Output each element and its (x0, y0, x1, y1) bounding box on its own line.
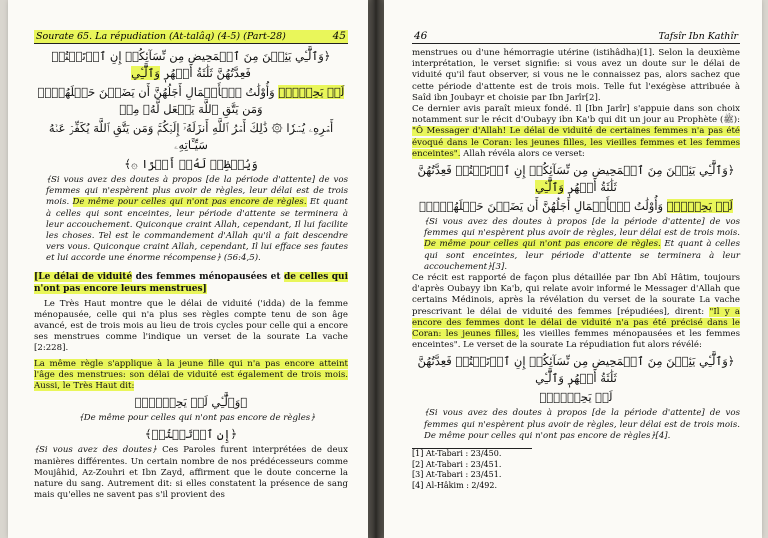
verse-translation: ﴾Si vous avez des doutes à propos [de la période d'attente] de vos femmes qui n'espèrent plus avoir de règles, leur délai est de trois mois. De même pour celles qui n'ont pas encore de règles. Et quant à celles qui sont enceintes, leur période d'attente se terminera à leur accouchement. Quiconque craint Allah, cependant, Il lui facilite les choses. Tel est le commandement d'Allah qu'il a fait descendre vers vous. Quiconque craint Allah, cependant, Il lui efface ses fautes et lui accorde une énorme récompense﴿ (56:4,5). (46, 175, 349, 264)
arabic-verse-line: وَيُعۡظِمۡ لَهُۥٓ أَجۡرًا ۞﴾ (124, 157, 258, 171)
verse-translation: ﴾De même pour celles qui n'ont pas encore de règles﴿ (78, 413, 316, 424)
arabic-highlight: وَٱلَّٰٓـِٔي (535, 180, 564, 195)
verse-translation: ﴾Si vous avez des doutes à propos [de la période d'attente] de vos femmes qui n'espèrent plus avoir de règles, leur délai est de trois mois. De même pour celles qui n'ont pas encore de règles﴿[4]. (424, 408, 740, 441)
arabic-verse-line: ﴿وَٱلَّٰٓـِٔي يَئِسۡنَ مِنَ ٱلۡمَحِيضِ مِن نِّسَآئِكُمۡ إِنِ ٱرۡتَبۡتُمۡ فَعِدَّتُهُنَّ ثَلَٰثَةُ أَشۡهُرٖ وَٱلَّٰٓـِٔي (417, 354, 735, 386)
arabic-verse-line: ﴿إِنِ ٱرۡتَبۡتُمۡ﴾ (144, 427, 238, 442)
footnote: [3] At-Tabari : 23/451. (412, 470, 502, 480)
arabic-verse-line: ﴿وَٱلَّٰٓـِٔي يَئِسۡنَ مِنَ ٱلۡمَحِيضِ مِن نِّسَآئِكُمۡ إِنِ ٱرۡتَبۡتُمۡ فَعِدَّتُهُنَّ ثَلَٰثَةُ أَشۡهُرٖ وَٱلَّٰٓـِٔي (417, 163, 735, 195)
footnote: [4] Al-Hâkim : 2/492. (412, 480, 498, 490)
left-header-title: Sourate 65. La répudiation (At-talâq) (4-5) (Part-28) (36, 31, 286, 42)
arabic-verse-line: لَمۡ يَحِضۡنَۚ وَأُوْلَٰتُ ٱلۡأَحۡمَالِ أَجَلُهُنَّ أَن يَضَعۡنَ حَمۡلَهُنَّۚ﴾ (419, 199, 733, 214)
body-paragraph: Le Très Haut montre que le délai de viduité ('idda) de la femme ménopausée, celle qui n'a plus ses règles compte tenu de son âge avancé, est de trois mois au lieu de trois cycles pour celle qui a encore ses menstrues comme l'indique un verset de la sourate La vache [2:228]. (34, 298, 348, 354)
right-page (384, 0, 762, 538)
arabic-verse-line: أَمۡرِهِۦ يُسۡرٗا ۞ ذَٰلِكَ أَمۡرُ ٱللَّهِ أَنزَلَهُۥٓ إِلَيۡكُمۡۚ وَمَن يَتَّقِ ٱللَّهَ يُكَفِّرۡ عَنۡهُ سَيِّـَٔاتِهِۦ (48, 121, 334, 152)
right-page-number: 46 (414, 30, 428, 42)
arabic-highlight: وَٱلَّٰٓـِٔي (131, 66, 160, 80)
highlighted-text: "Ô Messager d'Allah! Le délai de viduité de certaines femmes n'a pas été évoqué dans le Coran: les jeunes filles, les vieilles femmes et les femmes enceintes". (412, 126, 740, 159)
section-heading: [Le délai de viduité des femmes ménopausées et de celles qui n'ont pas encore leurs menstrues] (34, 271, 348, 294)
arabic-verse-line: لَمۡ يَحِضۡنَۚ﴾ (539, 390, 613, 405)
highlighted-text: "Il y a encore des femmes dont le délai de viduité n'a pas été précisé dans le Coran: les jeunes filles, (412, 306, 740, 340)
body-paragraph: menstrues ou d'une hémorragie utérine (istihâdha)[1]. Selon la deuxième interprétation, le verset signifie: si vous avez un doute sur le délai de viduité qu'il faut observer, si vous ne le connaissez pas, alors sachez que cette période d'attente est de trois mois. Telle fut l'exégèse attribuée à Saîd ibn Joubayr et choisie par Ibn Jarîr[2]. (412, 48, 740, 103)
highlighted-text: De même pour celles qui n'ont pas encore de règles. (424, 239, 661, 250)
highlighted-text: De même pour celles qui n'ont pas encore de règles. (72, 197, 307, 208)
arabic-verse-line: ﴿وَٱلَّٰٓـِٔي يَئِسۡنَ مِنَ ٱلۡمَحِيضِ مِن نِّسَآئِكُمۡ إِنِ ٱرۡتَبۡتُمۡ فَعِدَّتُهُنَّ ثَلَٰثَةُ أَشۡهُرٖ وَٱلَّٰٓـِٔي (51, 49, 331, 80)
left-page-header (34, 30, 348, 44)
body-paragraph: ﴾Si vous avez des doutes﴿ Ces Paroles furent interprétées de deux manières différentes. Un certain nombre de nos prédécesseurs comme Moujâhid, Az-Zouhri et Ibn Zayd, affirment que le doute concerne la nature du sang. Autrement dit: si elles constatent la présence de sang mais qu'elles ne savent pas s'il provient des (34, 445, 348, 501)
left-page (8, 0, 368, 538)
verse-translation: ﴾Si vous avez des doutes à propos [de la période d'attente] de vos femmes qui n'espèrent plus avoir de règles, leur délai est de trois mois. De même pour celles qui n'ont pas encore de règles. Et quant à celles qui sont enceintes, leur période d'attente se terminera à leur accouchement﴿[3]. (424, 217, 740, 272)
right-page-header (412, 30, 740, 44)
arabic-highlight: لَمۡ يَحِضۡنَۚ (666, 199, 733, 214)
left-page-number: 45 (332, 30, 346, 42)
body-paragraph: Ce dernier avis paraît mieux fondé. Il [Ibn Jarîr] s'appuie dans son choix notamment sur le récit d'Oubayy ibn Ka'b qui dit un jour au Prophète (ﷺ): "Ô Messager d'Allah! Le délai de viduité de certaines femmes n'a pas été évoqué dans le Coran: les jeunes filles, les vieilles femmes et les femmes enceintes". Allah révéla alors ce verset: (412, 104, 740, 159)
right-header-title: Tafsîr Ibn Kathîr (658, 31, 738, 42)
body-paragraph: Ce récit est rapporté de façon plus détaillée par Ibn Abî Hâtim, toujours d'après Oubayy ibn Ka'b, qui relate avoir informé le Messager d'Allah que certains Médinois, après la révélation du verset de la sourate La vache prescrivant le délai de viduité des femmes [répudiées], dirent: "Il y a encore des femmes dont le délai de viduité n'a pas été précisé dans le Coran: les jeunes filles, les vieilles femmes ménopausées et les femmes enceintes". Le verset de la sourate La répudiation fut alors révélé: (412, 273, 741, 351)
footnotes (412, 448, 532, 491)
body-paragraph (34, 359, 348, 393)
book-gutter (368, 0, 384, 538)
footnote: [2] At-Tabari : 23/451. (412, 459, 502, 469)
footnote: [1] At-Tabari : 23/450. (412, 449, 502, 459)
highlighted-text: La même règle s'applique à la jeune fille qui n'a pas encore atteint l'âge des menstrues: son délai de viduité est également de trois mois. Aussi, le Très Haut dit: (34, 358, 348, 392)
arabic-verse-line: ﴿وَٱلَّٰٓـِٔي لَمۡ يَحِضۡنَۚ﴾ (134, 395, 248, 410)
arabic-highlight: لَمۡ يَحِضۡنَۚ (278, 85, 345, 99)
arabic-verse-line: لَمۡ يَحِضۡنَۚ وَأُوْلَٰتُ ٱلۡأَحۡمَالِ أَجَلُهُنَّ أَن يَضَعۡنَ حَمۡلَهُنَّۚ وَمَن يَتَّقِ ٱللَّهَ يَجۡعَل لَّهُۥ مِنۡ (37, 85, 345, 116)
